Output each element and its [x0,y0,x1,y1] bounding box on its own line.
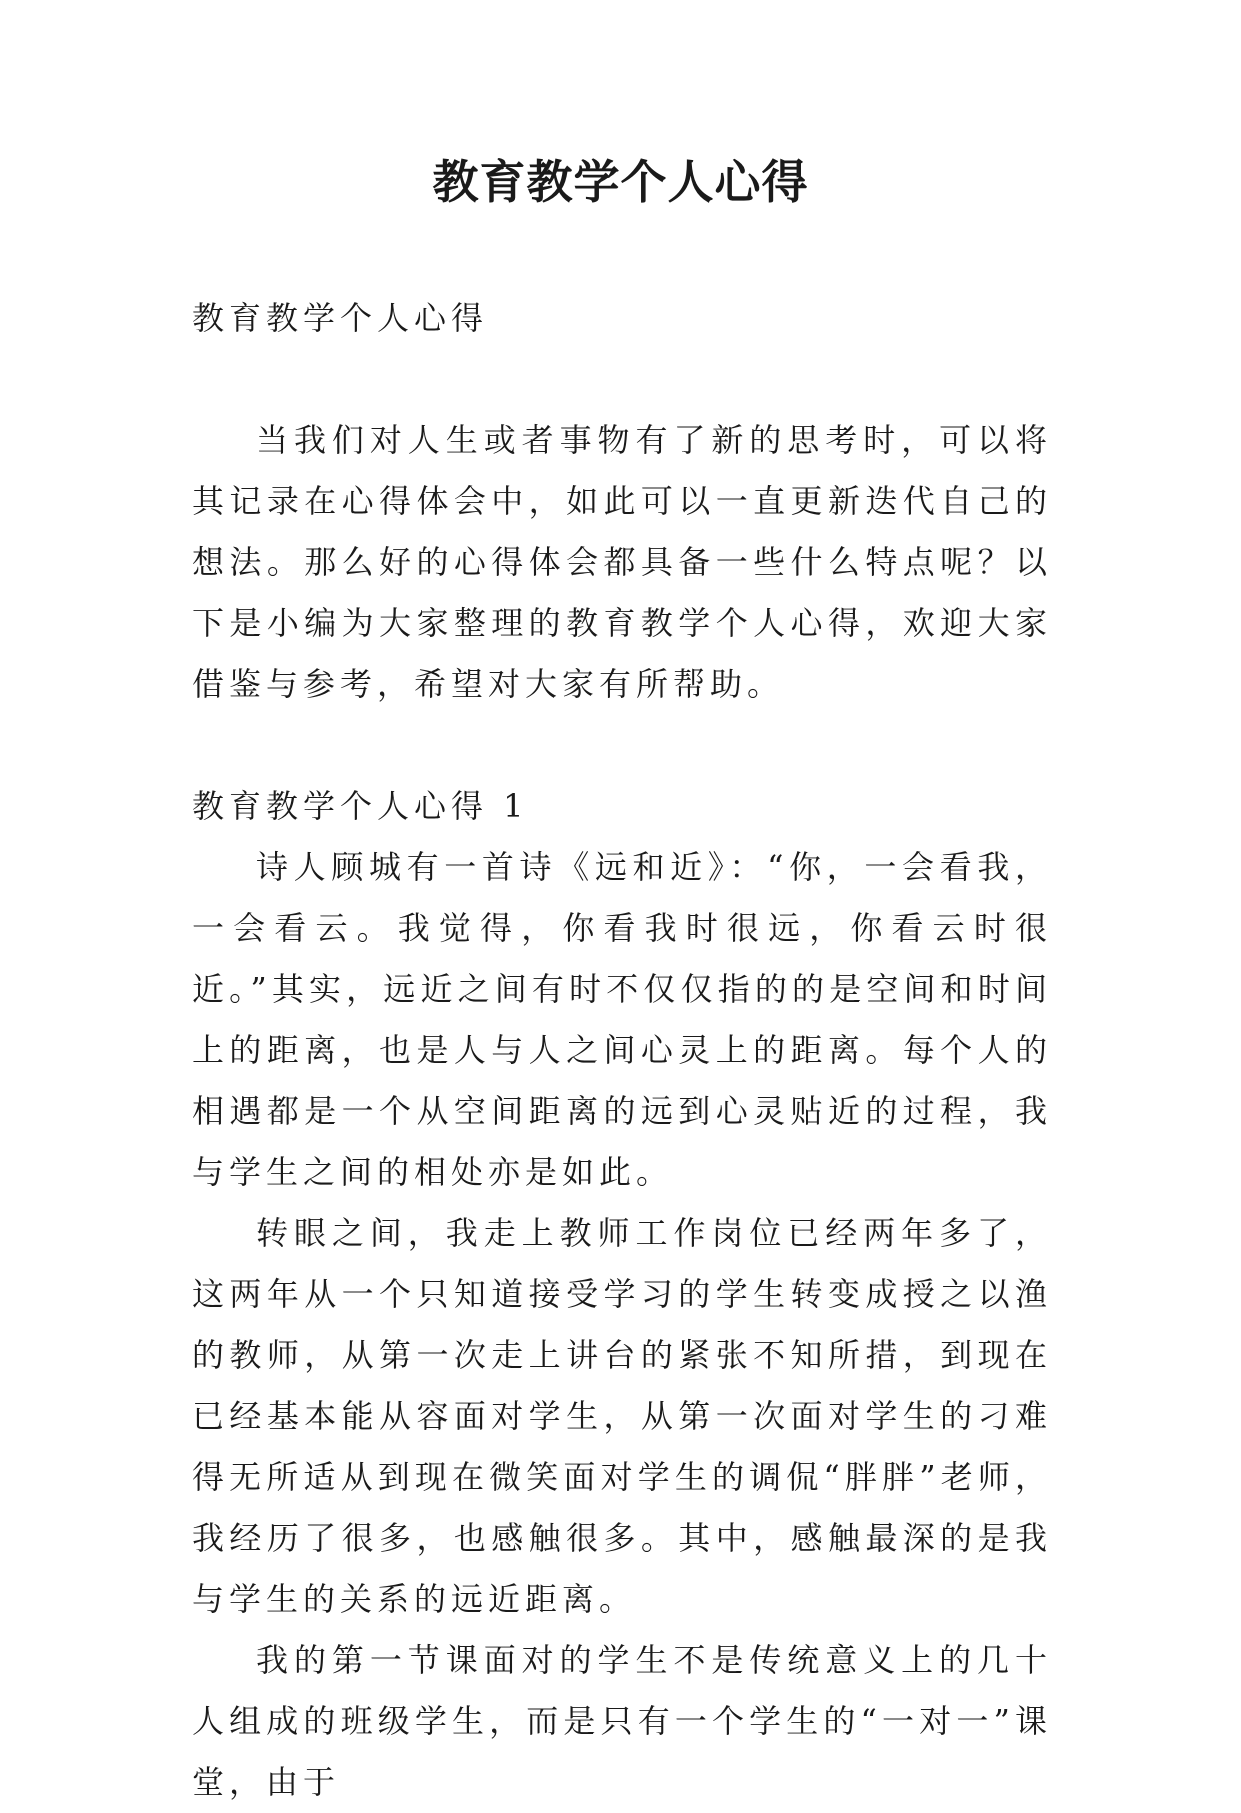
document-subtitle: 教育教学个人心得 [192,299,489,337]
body-paragraph-3: 我的第一节课面对的学生不是传统意义上的几十人组成的班级学生，而是只有一个学生的“一对一”课堂，由于 [192,1641,1052,1801]
body-paragraph-1: 诗人顾城有一首诗《远和近》：“你，一会看我，一会看云。我觉得，你看我时很远，你看云时很近。”其实，远近之间有时不仅仅指的的是空间和时间上的距离，也是人与人之间心灵上的距离。每个人的相遇都是一个从空间距离的远到心灵贴近的过程，我与学生之间的相处亦是如此。 [192,848,1052,1191]
body-paragraph-2: 转眼之间，我走上教师工作岗位已经两年多了，这两年从一个只知道接受学习的学生转变成授之以渔的教师，从第一次走上讲台的紧张不知所措，到现在已经基本能从容面对学生，从第一次面对学生的刁难得无所适从到现在微笑面对学生的调侃“胖胖”老师，我经历了很多，也感触很多。其中，感触最深的是我与学生的关系的远近距离。 [192,1214,1052,1618]
document-title: 教育教学个人心得 [432,155,809,209]
section-heading: 教育教学个人心得 1 [192,787,529,825]
document-body [192,288,1052,1813]
intro-paragraph: 当我们对人生或者事物有了新的思考时，可以将其记录在心得体会中，如此可以一直更新迭代自己的想法。那么好的心得体会都具备一些什么特点呢？以下是小编为大家整理的教育教学个人心得，欢迎大家借鉴与参考，希望对大家有所帮助。 [192,421,1052,703]
